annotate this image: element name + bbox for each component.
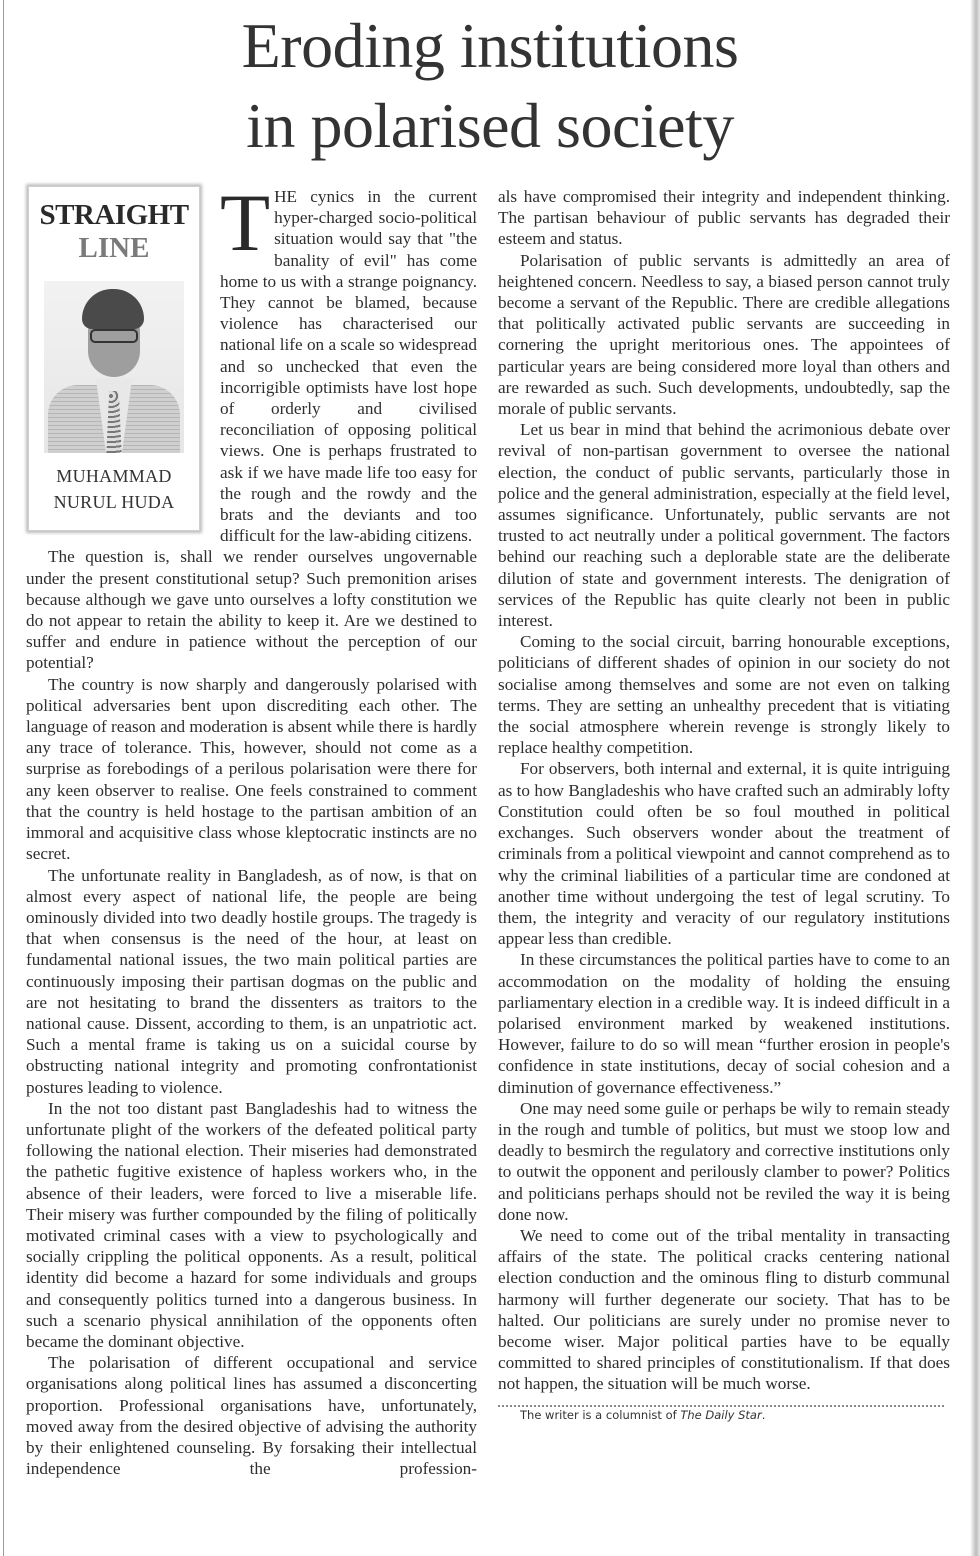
body-paragraph: The question is, shall we render ourselves ungovernable under the present constitutional setup? Such premonition arises because although we gave unto ourselves a lofty constitution we do not appear to retain the ability to keep it. Are we destined to suffer and endure in patience without the perception of our potential? <box>26 547 477 673</box>
headline-line-1: Eroding institutions <box>241 10 739 81</box>
article-column-left <box>26 177 477 1479</box>
body-paragraph: In the not too distant past Bangladeshis had to witness the unfortunate plight of the workers of the defeated political party following the national election. Their miseries had demonstrated the pathetic fugitive existence of hapless workers who, in the absence of their leaders, were forced to live a miserable life. Their misery was further compounded by the filing of politically motivated criminal cases with a view to psychologically and socially crippling the political opponents. As a result, political identity did become a hazard for some individuals and groups and consequently politics turned into a dangerous business. In such a scenario physical annihilation of the opponents often became the dominant objective. <box>26 1098 477 1351</box>
columnist-box <box>28 186 200 531</box>
author-name-line-1: MUHAMMAD <box>56 466 172 486</box>
page-right-shadow <box>970 0 980 1556</box>
body-paragraph: One may need some guile or perhaps be wily to remain steady in the rough and tumble of politics, but must we stoop low and deadly to besmirch the regulatory and corrective institutions only to outwit the opponent and perilously clamber to power? Politics and politicians perhaps should not be reviled the way it is being done now. <box>498 1098 950 1224</box>
body-paragraph: Let us bear in mind that behind the acrimonious debate over revival of non-partisan government to oversee the national election, the conduct of public servants, particularly those in police and the general administration, especially at the field level, assumes significance. Unfortunately, public servants are not trusted to act neutrally under a political government. The factors behind our reaching such a deplorable state are the deliberate dilution of state and government interests. The denigration of services of the Republic has quite clearly not been in public interest. <box>498 420 950 631</box>
body-paragraph-continued: als have compromised their integrity and independent thinking. The partisan behaviour of public servants has degraded their esteem and status. <box>498 187 950 249</box>
author-name-line-2: NURUL HUDA <box>53 492 175 512</box>
body-paragraph: We need to come out of the tribal mentality in transacting affairs of the state. The political cracks centering national election conduction and the ominous fling to disturb communal harmony will further degenerate our society. That has to be halted. Our politicians are surely under no promise never to become wiser. Major political parties have to be equally committed to shared principles of constitutionalism. If that does not happen, the situation will be much worse. <box>498 1225 950 1394</box>
headline-line-2: in polarised society <box>246 90 734 161</box>
author-portrait-icon <box>44 281 184 453</box>
body-paragraph: In these circumstances the political parties have to come to an accommodation on the modality of holding the ensuing parliamentary election in a credible way. It is indeed difficult in a polarised environment marked by weakened institutions. However, failure to do so will mean “further erosion in people's confidence in state institutions, decay of social cohesion and a diminution of governance effectiveness.” <box>498 950 950 1097</box>
body-paragraph: The polarisation of different occupational and service organisations along political lines has assumed a disconcerting proportion. Professional organisations have, unfortunately, moved away from the desired objective of advising the authority by their enlightened counseling. By forsaking their intellectual independence the profession- <box>26 1353 477 1479</box>
lead-paragraph-text: HE cynics in the current hyper-charged socio-political situation would say that "the banality of evil" has come home to us with a strange poignancy. They cannot be blamed, because violence has characterised our national life on a scale so widespread and so unchecked that even the incorrigible optimists have lost hope of orderly and civilised reconciliation of opposing political views. One is perhaps frustrated to ask if we have made life too easy for the rough and the rowdy and the brats and the deviants and too difficult for the law-abiding citizens. <box>220 187 477 546</box>
body-paragraph: For observers, both internal and external, it is quite intriguing as to how Bangladeshis who have crafted such an admirably lofty Constitution could often be so foul mouthed in political exchanges. Such observers wonder about the treatment of criminals from a political viewpoint and cannot comprehend as to why the criminal liabilities of a particular time are condoned at another time without undergoing the test of legal scrutiny. To them, the integrity and veracity of our regulatory institutions appear less than credible. <box>498 759 950 949</box>
body-paragraph: Coming to the social circuit, barring honourable exceptions, politicians of different shades of opinion in our society do not socialise among themselves and some are not even on talking terms. They are setting an unhealthy precedent that is vitiating the social atmosphere wherein revenge is strongly likely to replace healthy competition. <box>498 632 950 758</box>
column-title-line: LINE <box>78 232 150 264</box>
headline <box>0 6 980 166</box>
body-paragraph: The country is now sharply and dangerously polarised with political adversaries bent upon discrediting each other. The language of reason and moderation is absent while there is hardly any trace of tolerance. This, however, should not come as a surprise as forebodings of a perilous polarisation were there for any keen observer to realise. One feels constrained to comment that the country is held hostage to the partisan ambition of an immoral and acquisitive class whose kleptocratic instincts are no secret. <box>26 674 477 864</box>
publication-name: The Daily Star <box>680 1407 762 1422</box>
drop-cap: T <box>220 177 271 268</box>
writer-note: The writer is a columnist of The Daily Star. <box>520 1407 766 1422</box>
body-paragraph: The unfortunate reality in Bangladesh, as of now, is that on almost every aspect of national life, the people are being ominously divided into two deadly hostile groups. The tragedy is that when consensus is the need of the hour, at least on fundamental national issues, the two main political parties are continuously imposing their partisan dogmas on the public and are not hesitating to brand the dissenters as traitors to the national cause. Dissent, according to them, is an unpatriotic act. Such a mental frame is taking us on a suicidal course by obstructing national integrity and promoting confrontationist postures leading to violence. <box>26 865 477 1097</box>
article-column-right <box>498 186 950 1423</box>
column-title-straight: STRAIGHT <box>39 199 189 231</box>
body-paragraph: Polarisation of public servants is admittedly an area of heightened concern. Needless to say, a biased person cannot truly become a servant of the Republic. There are credible allegations that politically activated public servants are succeeding in cornering the upright meritorious ones. The appointees of particular years are being considered more loyal than others and are rewarded as such. Such developments, undoubtedly, sap the morale of public servants. <box>498 250 950 419</box>
page-left-border <box>3 0 4 1556</box>
